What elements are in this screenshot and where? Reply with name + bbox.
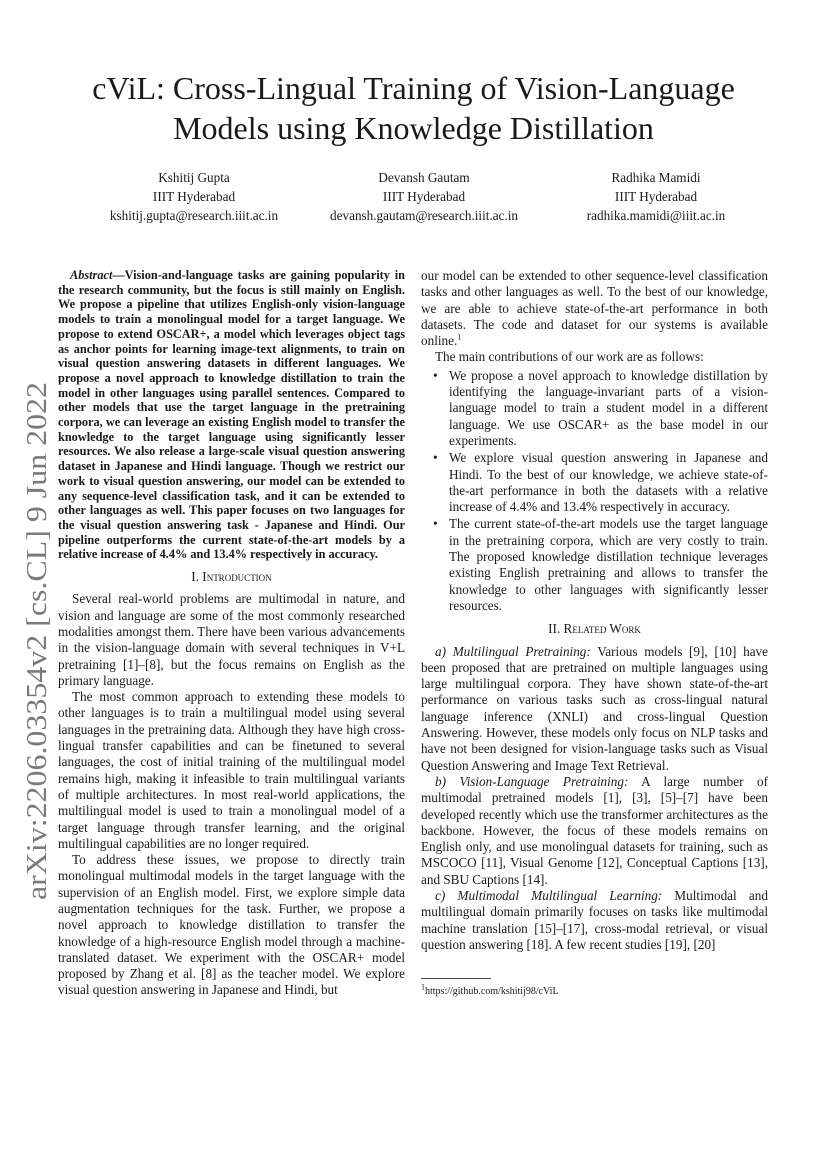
footnote-rule [421,978,491,979]
author-name: Kshitij Gupta [158,170,230,185]
author-1 [84,168,304,225]
author-3 [546,168,766,225]
intro-paragraph-3: To address these issues, we propose to directly train monolingual multimodal models in the target language with the supervision of an English model. First, we explore simple data augmentation techniques for the task. Further, we propose a novel approach to knowledge distillation to transfer the knowledge of a high-resource English model through a machine-translated dataset. We experiment with the OSCAR+ model proposed by Zhang et al. [8] as the teacher model. We explore visual question answering in Japanese and Hindi, but [58,852,405,998]
bullet-icon: • [433,450,438,466]
list-item [421,450,768,515]
author-affiliation: IIIT Hyderabad [152,189,236,204]
contributions-list [421,368,768,614]
footnote-mark: 1 [421,982,425,992]
right-column [421,268,768,953]
related-work-paragraph-b [421,774,768,888]
list-item-text: We propose a novel approach to knowledge distillation by identifying the language-invariant parts of a vision-language model to train a student model in a different language. We use OSCAR+ as the base model in our experiments. [449,367,768,448]
subsection-label: b) Vision-Language Pretraining: [435,773,629,789]
arxiv-id-text: arXiv:2206.03354v2 [cs.CL] 9 Jun 2022 [21,429,53,900]
author-name: Radhika Mamidi [611,170,701,185]
paragraph-text: Various models [9], [10] have been proposed that are pretrained on multiple languages using large multilingual corpora. They have shown state-of-the-art performance on various tasks such as cross-lingual natural language inference (XNLI) and cross-lingual Question Answering. However, these models only focus on NLP tasks and have not been designed for vision-language tasks such as Visual Question Answering and Image Text Retrieval. [421,643,768,773]
bullet-icon: • [433,516,438,532]
abstract [58,268,405,562]
author-email: devansh.gautam@research.iiit.ac.in [330,208,518,223]
section-number: I. [191,569,199,585]
footnote [421,982,559,997]
footnote-ref: 1 [457,332,462,342]
section-title: Related Work [563,621,641,637]
right-paragraph-1 [421,268,768,349]
author-affiliation: IIIT Hyderabad [382,189,466,204]
intro-paragraph-2: The most common approach to extending these models to other languages is to train a multilingual model using several languages in the pretraining data. Although they have high cross-lingual transfer capabilities and can be finetuned to several languages, the cost of initial training of the multilingual model remains high, making it infeasible to train multilingual variants of multiple architectures. In most real-world applications, the multilingual model is used to train a monolingual model of a target language through transfer learning, and the original multilingual capabilities are no longer required. [58,689,405,851]
author-email: radhika.mamidi@iiit.ac.in [586,208,726,223]
subsection-label: c) Multimodal Multilingual Learning: [435,887,663,903]
list-item [421,516,768,614]
section-title: Introduction [202,569,272,585]
footnote-link[interactable]: https://github.com/kshitij98/cViL [425,986,559,997]
list-item-text: We explore visual question answering in Japanese and Hindi. To the best of our knowledge, we achieve state-of-the-art performance in both the datasets with a relative increase of 4.4% and 13.4% respectively in accuracy. [449,450,768,515]
subsection-label: a) Multilingual Pretraining: [435,643,591,659]
contributions-intro: The main contributions of our work are as follows: [435,349,704,365]
abstract-label: Abstract [70,268,113,282]
author-affiliation: IIIT Hyderabad [614,189,698,204]
related-work-paragraph-a [421,644,768,774]
author-name: Devansh Gautam [378,170,470,185]
list-item-text: The current state-of-the-art models use the target language in the pretraining corpora, which are very costly to train. The proposed knowledge distillation technique leverages existing English pretraining and allows to transfer the knowledge to other languages with significantly lesser resources. [449,516,768,613]
intro-paragraph-1: Several real-world problems are multimodal in nature, and vision and language are some of the most commonly researched modalities amongst them. There have been various advancements in the vision-language domain with several techniques in V+L pretraining [1]–[8], but the focus remains on English as the primary language. [58,591,405,688]
list-item [421,368,768,449]
section-heading-related-work [421,621,768,637]
author-2 [314,168,534,225]
abstract-text: —Vision-and-language tasks are gaining popularity in the research community, but the focus is still mainly on English. We propose a pipeline that utilizes English-only vision-language models to train a monolingual model for a target language. We propose to extend OSCAR+, a model which leverages object tags as anchor points for learning image-text alignments, to train on visual question answering datasets in different languages. We propose a novel approach to knowledge distillation to train the model in other languages using parallel sentences. Compared to other models that use the target language in the pretraining corpora, we can leverage an existing English model to transfer the knowledge to the target language using significantly lesser resources. We also release a large-scale visual question answering dataset in Japanese and Hindi language. Though we restrict our work to visual question answering, our model can be extended to any sequence-level classification task, and it can be extended to other languages as well. This paper focuses on two languages for the visual question answering task - Japanese and Hindi. Our pipeline outperforms the current state-of-the-art models by a relative increase of 4.4% and 13.4% respectively in accuracy. [58,268,405,562]
right-paragraph-text: our model can be extended to other sequence-level classification tasks and other languages as well. To the best of our knowledge, we are able to achieve state-of-the-art performance in both datasets. The code and dataset for our systems is available online. [421,268,768,349]
paper-title [60,68,767,148]
paragraph-text: A large number of multimodal pretrained models [1], [3], [5]–[7] have been developed recently which use the transformer architectures as the backbone. However, the focus of these models remains on English only, and use monolingual datasets for training, such as MSCOCO [11], Visual Genome [12], Conceptual Captions [13], and SBU Captions [14]. [421,773,768,887]
section-number: II. [548,621,561,637]
title-line-1: cViL: Cross-Lingual Training of Vision-Language [92,70,735,106]
author-email: kshitij.gupta@research.iiit.ac.in [109,208,279,223]
arxiv-identifier [2,380,58,900]
left-column [58,268,405,999]
bullet-icon: • [433,367,438,383]
related-work-paragraph-c [421,888,768,953]
title-line-2: Models using Knowledge Distillation [173,110,654,146]
section-heading-introduction [58,569,405,585]
paragraph-text: Multimodal and multilingual domain primarily focuses on tasks like multimodal machine translation [15]–[17], cross-modal retrieval, or visual question answering [18]. A few recent studies [19], [20] [421,887,768,952]
